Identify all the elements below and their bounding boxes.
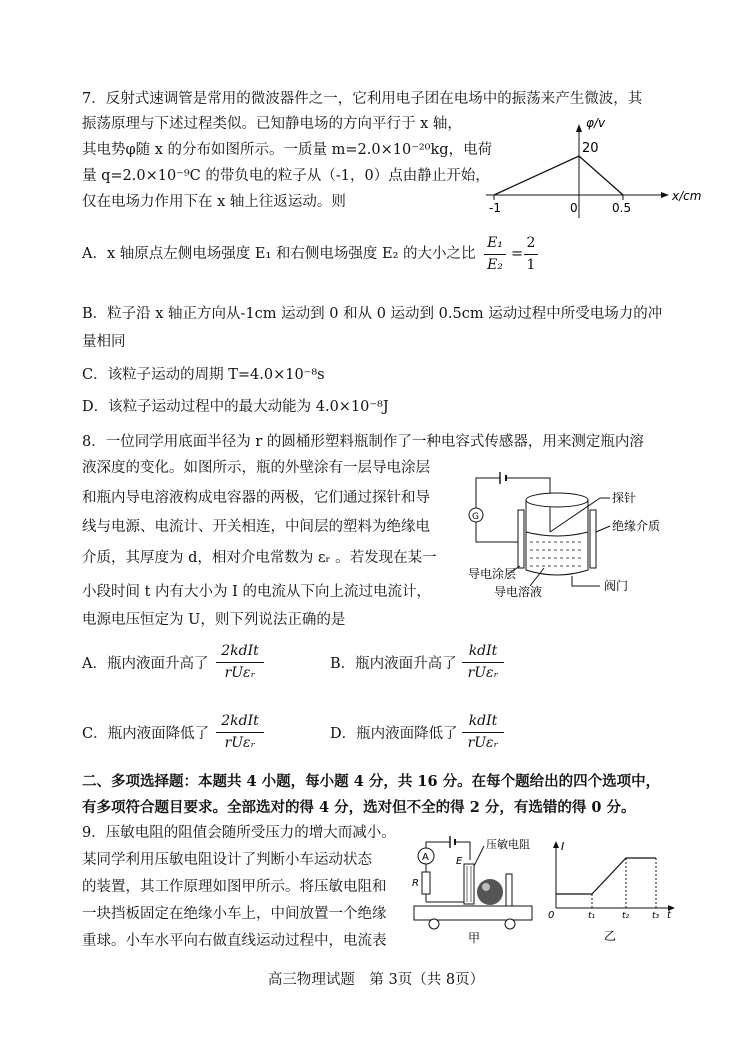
q8-option-d-fraction — [462, 712, 504, 753]
t-axis-label: t — [667, 910, 671, 921]
wheel-left — [429, 919, 439, 929]
q7-stem-line1: 7．反射式速调管是常用的微波器件之一，它利用电子团在电场中的振荡来产生微波，其 — [82, 91, 643, 107]
q9-line2: 某同学利用压敏电阻设计了判断小车运动状态 — [82, 852, 372, 868]
q8-b-den: rUεᵣ — [467, 665, 499, 681]
q8-option-a: A．瓶内液面升高了 — [82, 656, 209, 672]
section2-heading-line2: 有多项符合题目要求。全部选对的得 4 分，选对但不全的得 2 分，有选错的得 0 分。 — [82, 799, 636, 816]
bottle-top — [526, 493, 588, 507]
q8-line2: 液深度的变化。如图所示，瓶的外壁涂有一层导电涂层 — [82, 460, 430, 476]
q8-c-den: rUεᵣ — [224, 735, 256, 751]
solution-label: 导电溶液 — [494, 585, 543, 599]
q8-line1: 8．一位同学用底面半径为 r 的圆桶形塑料瓶制作了一种电容式传感器，用来测定瓶内溶 — [82, 434, 644, 450]
dielectric-label: 绝缘介质 — [612, 519, 661, 533]
coating-left — [518, 510, 524, 568]
q8-line6: 小段时间 t 内有大小为 I 的电流从下向上流过电流计， — [82, 584, 431, 600]
label-leader — [474, 846, 484, 866]
figure-yi-current-graph — [548, 838, 678, 944]
origin-label: 0 — [548, 910, 555, 921]
q7-stem-line4: 量 q=2.0×10⁻⁹C 的带负电的粒子从（-1，0）点由静止开始， — [82, 168, 490, 184]
valve-pipe — [572, 576, 600, 586]
q8-a-num: 2kdIt — [221, 643, 259, 659]
t1-label: t₁ — [588, 911, 596, 921]
q7-option-a: A．x 轴原点左侧电场强度 E₁ 和右侧电场强度 E₂ 的大小之比 — [82, 246, 476, 262]
q8-option-b: B．瓶内液面升高了 — [330, 656, 457, 672]
solution-leader — [530, 568, 544, 586]
liquid-dashes — [530, 542, 584, 566]
i-axis-label: I — [561, 840, 565, 853]
q7-option-a-fraction-ratio — [524, 234, 538, 275]
q8-option-b-fraction — [462, 642, 504, 683]
probe-label: 探针 — [612, 491, 637, 505]
figure-yi-caption: 乙 — [604, 929, 617, 943]
bottle-body — [526, 500, 588, 575]
q9-line4: 一块挡板固定在绝缘小车上，中间放置一个绝缘 — [82, 906, 387, 922]
pressure-resistor — [464, 864, 474, 904]
q8-d-num: kdIt — [468, 713, 498, 729]
q8-line7: 电源电压恒定为 U，则下列说法正确的是 — [82, 612, 346, 628]
y-axis-label: φ/v — [586, 116, 606, 130]
t2-label: t₂ — [622, 911, 630, 921]
q8-line3: 和瓶内导电溶液构成电容器的两极，它们通过探针和导 — [82, 490, 430, 506]
wire-bottom — [476, 522, 518, 542]
ball-highlight — [482, 883, 490, 891]
cart-body — [414, 906, 532, 920]
section2-heading-line1: 二、多项选择题：本题共 4 小题，每小题 4 分，共 16 分。在每个题给出的四个选项中， — [82, 773, 661, 790]
y-axis-arrow — [576, 124, 582, 132]
x-axis-arrow — [661, 192, 669, 198]
ammeter-label: A — [422, 852, 429, 863]
q7-stem-line2: 振荡原理与下述过程类似。已知静电场的方向平行于 x 轴， — [82, 116, 462, 132]
capacitive-sensor-figure — [460, 470, 670, 598]
insulating-ball — [477, 879, 503, 905]
q8-option-a-fraction — [216, 642, 264, 683]
x-axis-label: x/cm — [672, 189, 702, 203]
q7-option-c: C．该粒子运动的周期 T=4.0×10⁻⁸s — [82, 367, 325, 383]
resistor-label: R — [412, 878, 419, 889]
coating-label: 导电涂层 — [468, 567, 517, 581]
q7-ratio-den: 1 — [526, 257, 536, 273]
page-footer: 高三物理试题 第 3页（共 8页） — [267, 972, 485, 988]
q7-option-a-fraction-e — [484, 234, 506, 275]
emf-label: E — [456, 856, 463, 867]
resistor-r — [422, 872, 430, 894]
peak-label: 20 — [582, 141, 599, 156]
q8-line5: 介质，其厚度为 d，相对介电常数为 εᵣ 。若发现在某一 — [82, 550, 437, 566]
pressure-resistor-label: 压敏电阻 — [486, 838, 530, 851]
tick-origin-label: 0 — [570, 201, 578, 215]
valve-label: 阀门 — [604, 579, 629, 593]
q8-a-den: rUεᵣ — [224, 665, 256, 681]
q7-stem-line3: 其电势φ随 x 的分布如图所示。一质量 m=2.0×10⁻²⁰kg，电荷 — [82, 142, 493, 158]
figure-jia-caption: 甲 — [468, 931, 481, 945]
i-axis-arrow — [553, 841, 559, 848]
liquid-surface — [526, 532, 588, 536]
q8-d-den: rUεᵣ — [467, 735, 499, 751]
q8-line4: 线与电源、电流计、开关相连，中间层的塑料为绝缘电 — [82, 519, 430, 535]
q7-frac-num: E₁ — [487, 235, 503, 251]
galvanometer-label: G — [472, 512, 479, 522]
tick-left-label: -1 — [489, 201, 501, 215]
q7-option-d: D．该粒子运动过程中的最大动能为 4.0×10⁻⁸J — [82, 399, 389, 415]
tick-right-label: 0.5 — [612, 201, 632, 215]
wire-top-left — [476, 478, 500, 508]
potential-graph — [486, 116, 702, 223]
current-curve — [556, 858, 656, 894]
t3-label: t₃ — [652, 911, 660, 921]
q9-line3: 的装置，其工作原理如图甲所示。将压敏电阻和 — [82, 879, 387, 895]
q7-option-a-equals: = — [511, 246, 524, 262]
q9-line1: 9．压敏电阻的阻值会随所受压力的增大而减小。 — [82, 825, 396, 841]
figure-jia-cart — [410, 836, 538, 944]
q7-ratio-num: 2 — [526, 235, 536, 251]
q8-option-c: C．瓶内液面降低了 — [82, 726, 210, 742]
q7-option-b-line2: 量相同 — [82, 334, 126, 350]
q7-stem-line5: 仅在电场力作用下在 x 轴上往返运动。则 — [82, 194, 346, 210]
baffle — [506, 874, 512, 906]
q8-option-c-fraction — [216, 712, 264, 753]
q8-c-num: 2kdIt — [221, 713, 259, 729]
potential-curve — [494, 156, 623, 195]
dielectric-leader — [596, 526, 610, 532]
wheel-right — [505, 919, 515, 929]
q7-option-b-line1: B．粒子沿 x 轴正方向从-1cm 运动到 0 和从 0 运动到 0.5cm 运动过程中所受电场力的冲 — [82, 306, 663, 322]
coating-right — [590, 510, 596, 568]
q9-line5: 重球。小车水平向右做直线运动过程中，电流表 — [82, 933, 387, 949]
q8-option-d: D．瓶内液面降低了 — [330, 726, 458, 742]
q8-b-num: kdIt — [468, 643, 498, 659]
q7-frac-den: E₂ — [487, 257, 503, 273]
